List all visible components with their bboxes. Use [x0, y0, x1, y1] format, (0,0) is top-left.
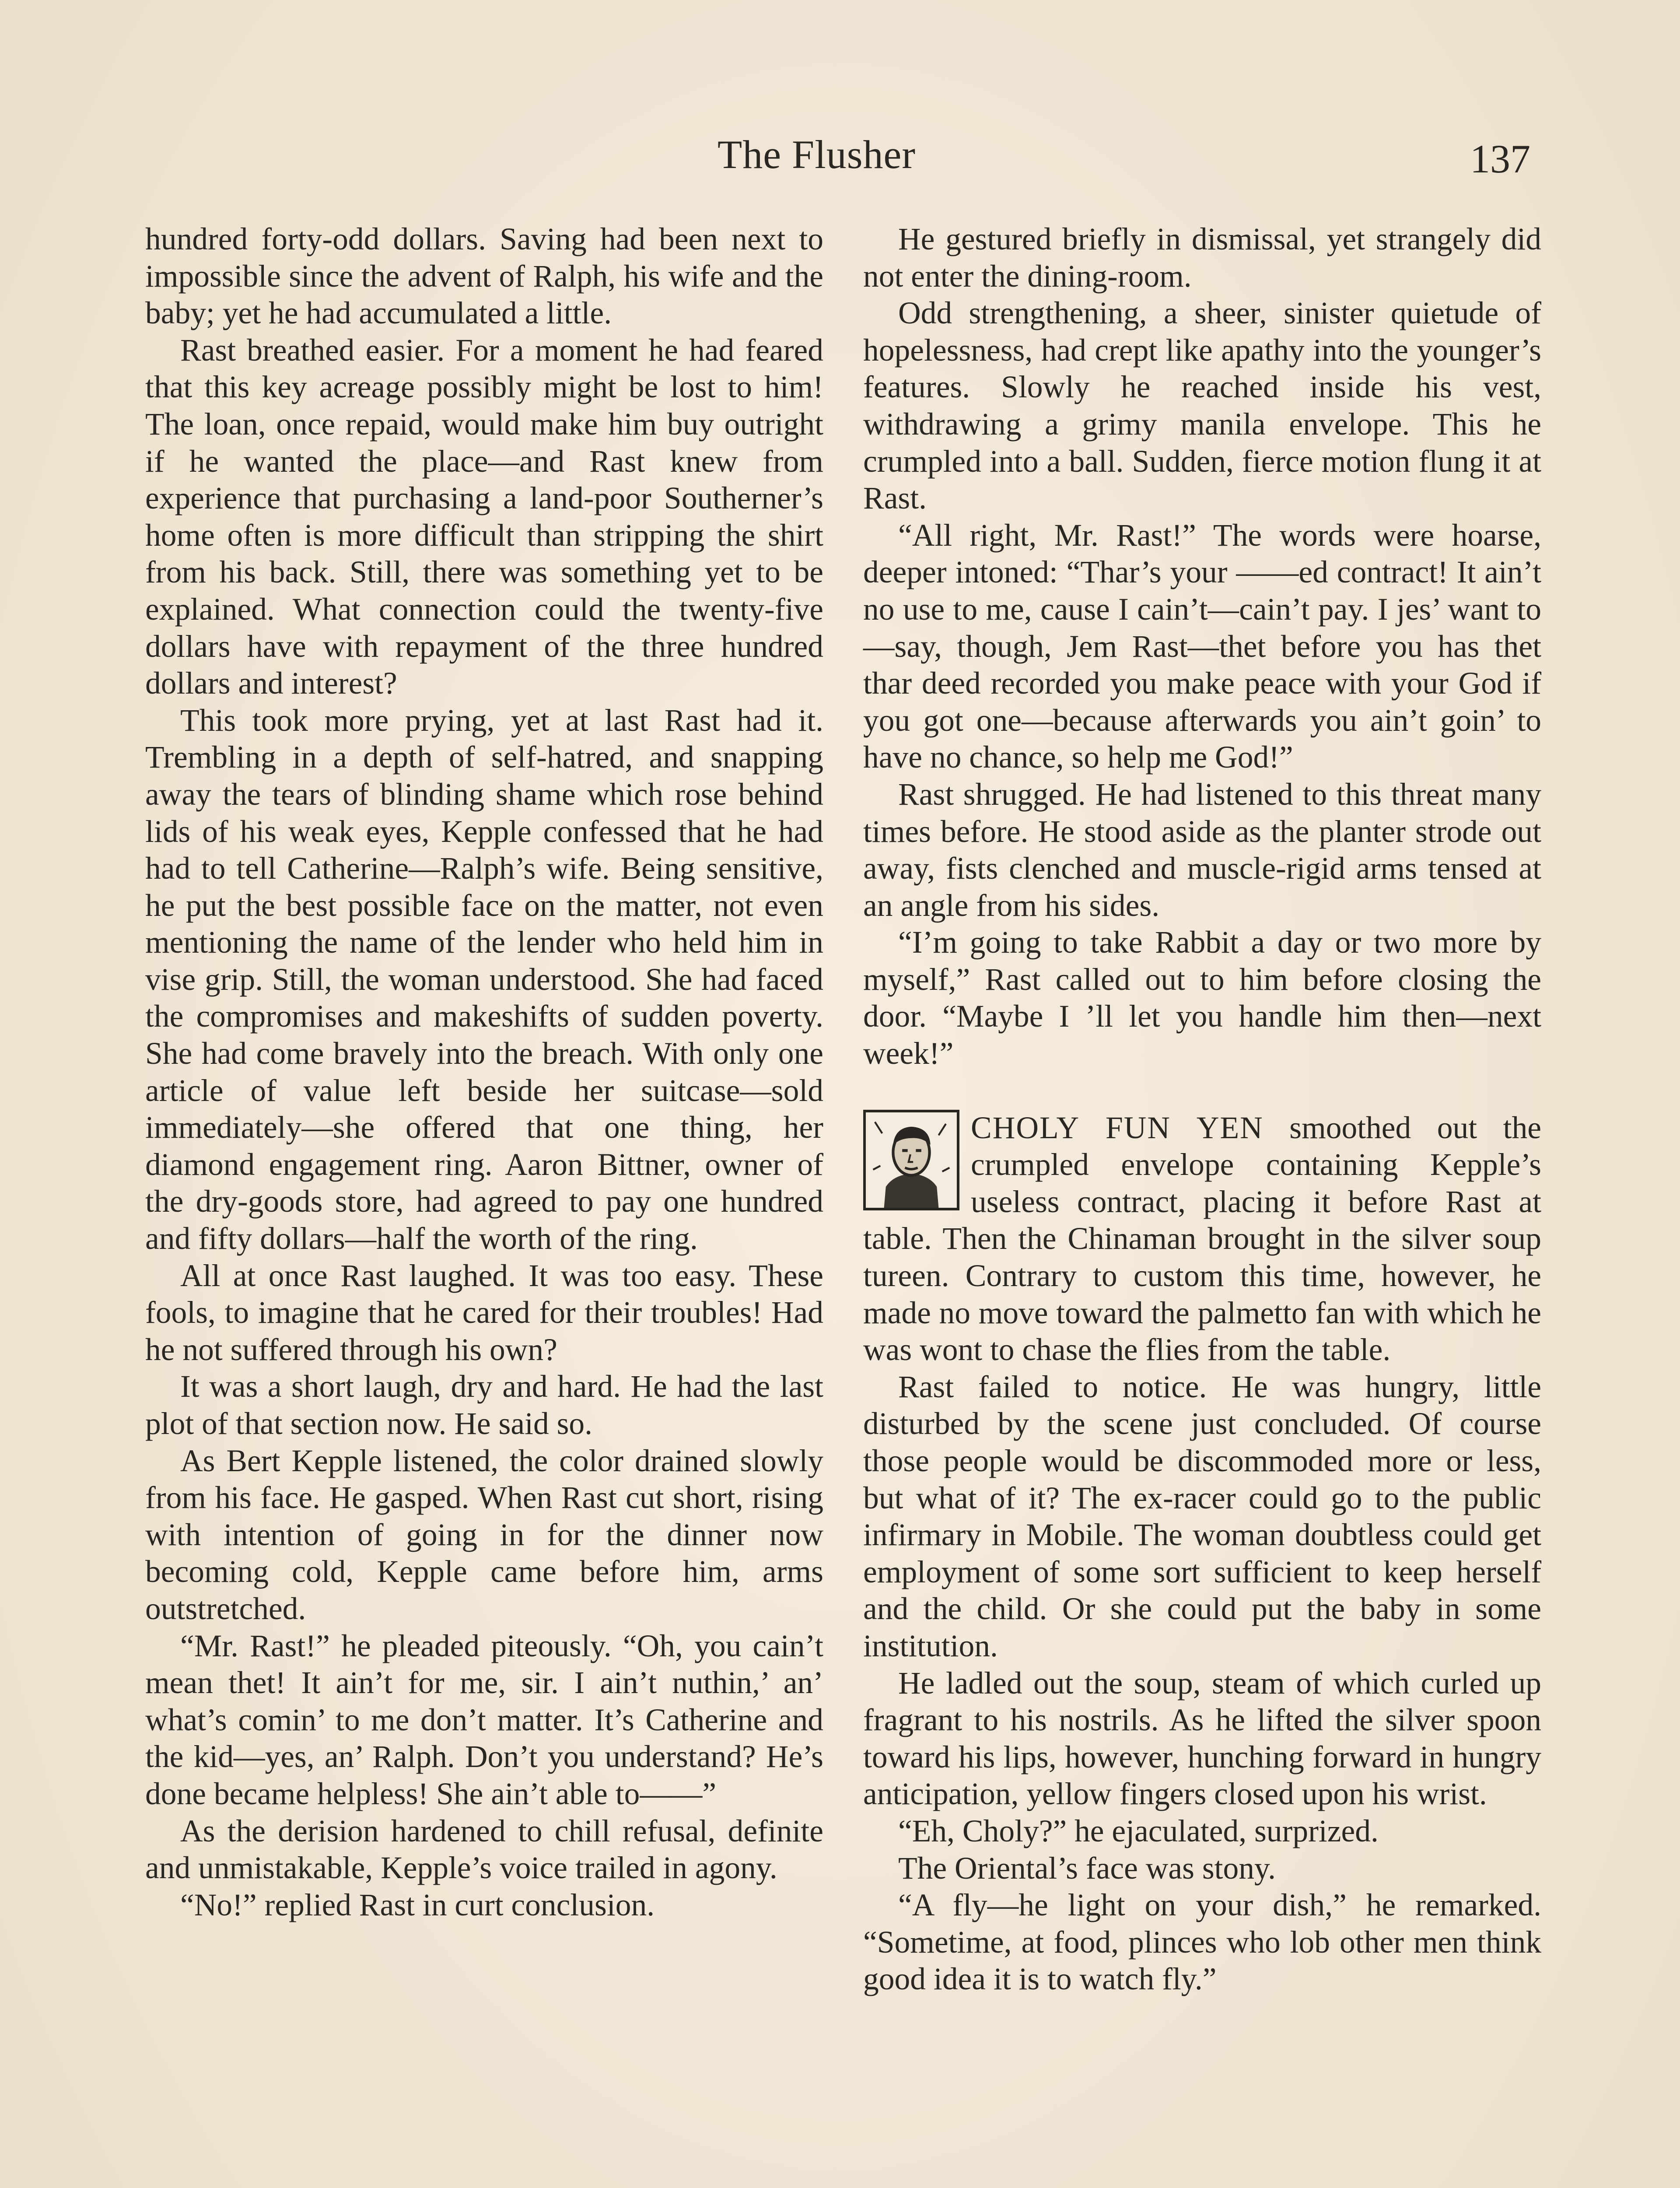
paragraph: All at once Rast laughed. It was too easy. These fools, to imagine that he cared for their troubles! Had he not suffered through his own? [145, 1258, 823, 1367]
paragraph: It was a short laugh, dry and hard. He had the last plot of that section now. He said so. [145, 1369, 823, 1441]
section-break [863, 1073, 1541, 1110]
paragraph: “I’m going to take Rabbit a day or two more by myself,” Rast called out to him before closing the door. “Maybe I ’ll let you handle him then—next week!” [863, 925, 1541, 1071]
paragraph: “All right, Mr. Rast!” The words were hoarse, deeper intoned: “Thar’s your ——ed contract! It ain’t no use to me, cause I cain’t—cain’t pay. I jes’ want to—say, though, Jem Rast—thet before you has thet thar deed recorded you make peace with your God if you got one—because afterwards you ain’t goin’ to have no chance, so help me God!” [863, 518, 1541, 775]
paragraph: The Oriental’s face was stony. [898, 1851, 1276, 1886]
left-column [145, 221, 823, 1924]
section-lead-text: smoothed out the crumpled envelope containing Kepple’s useless contract, placing it before Rast at table. Then the Chinaman brought in the silver soup tureen. Contrary to custom this time, however, he made no move toward the palmetto fan with which he was wont to chase the flies from the table. [863, 1110, 1541, 1368]
man-portrait-icon [863, 1110, 959, 1210]
right-column [863, 221, 1541, 1998]
running-title: The Flusher [718, 132, 916, 177]
paragraph: Rast failed to notice. He was hungry, little disturbed by the scene just concluded. Of course those people would be discommoded more or less, but what of it? The ex-racer could go to the public infirmary in Mobile. The woman doubtless could get employment of some sort sufficient to keep herself and the child. Or she could put the baby in some institution. [863, 1369, 1541, 1663]
paragraph: Rast breathed easier. For a moment he had feared that this key acreage possibly might be lost to him! The loan, once repaid, would make him buy outright if he wanted the place—and Rast knew from experience that purchasing a land-poor Southerner’s home often is more difficult than stripping the shirt from his back. Still, there was something yet to be explained. What connection could the twenty-five dollars have with repayment of the three hundred dollars and interest? [145, 333, 823, 701]
paragraph: Odd strengthening, a sheer, sinister quietude of hopelessness, had crept like apathy into the younger’s features. Slowly he reached inside his vest, withdrawing a grimy manila envelope. This he crumpled into a ball. Sudden, fierce motion flung it at Rast. [863, 296, 1541, 516]
page-number: 137 [1470, 137, 1530, 181]
section-opening [863, 1110, 1541, 1369]
paragraph: He ladled out the soup, steam of which curled up fragrant to his nostrils. As he lifted the silver spoon toward his lips, however, hunching forward in hungry anticipation, yellow fingers closed upon his wrist. [863, 1666, 1541, 1812]
paragraph: “No!” replied Rast in curt conclusion. [180, 1887, 655, 1922]
paragraph: As the derision hardened to chill refusal, definite and unmistakable, Kepple’s voice trailed in agony. [145, 1813, 823, 1886]
paragraph: This took more prying, yet at last Rast had it. Trembling in a depth of self-hatred, and snapping away the tears of blinding shame which rose behind lids of his weak eyes, Kepple confessed that he had had to tell Catherine—Ralph’s wife. Being sensitive, he put the best possible face on the matter, not even mentioning the name of the lender who held him in vise grip. Still, the woman understood. She had faced the compromises and makeshifts of sudden poverty. She had come bravely into the breach. With only one article of value left beside her suitcase—sold immediately—she offered that one thing, her diamond engagement ring. Aaron Bittner, owner of the dry-goods store, had agreed to pay one hundred and fifty dollars—half the worth of the ring. [145, 703, 823, 1256]
paragraph: As Bert Kepple listened, the color drained slowly from his face. He gasped. When Rast cut short, rising with intention of going in for the dinner now becoming cold, Kepple came before him, arms outstretched. [145, 1443, 823, 1626]
running-head [0, 131, 1680, 193]
paragraph: “A fly—he light on your dish,” he remarked. “Sometime, at food, plinces who lob other men think good idea it is to watch fly.” [863, 1888, 1541, 1997]
paragraph [863, 1110, 1541, 1369]
paragraph: “Mr. Rast!” he pleaded piteously. “Oh, you cain’t mean thet! It ain’t for me, sir. I ain’t nuthin,’ an’ what’s comin’ to me don’t matter. It’s Catherine and the kid—yes, an’ Ralph. Don’t you understand? He’s done became helpless! She ain’t able to——” [145, 1628, 823, 1811]
paragraph: Rast shrugged. He had listened to this threat many times before. He stood aside as the planter strode out away, fists clenched and muscle-rigid arms tensed at an angle from his sides. [863, 777, 1541, 923]
paragraph: hundred forty-odd dollars. Saving had been next to impossible since the advent of Ralph, his wife and the baby; yet he had accumulated a little. [145, 222, 823, 331]
paragraph: “Eh, Choly?” he ejaculated, surprized. [898, 1813, 1379, 1848]
section-lead: CHOLY FUN YEN [971, 1110, 1264, 1145]
paragraph: He gestured briefly in dismissal, yet strangely did not enter the dining-room. [863, 222, 1541, 294]
